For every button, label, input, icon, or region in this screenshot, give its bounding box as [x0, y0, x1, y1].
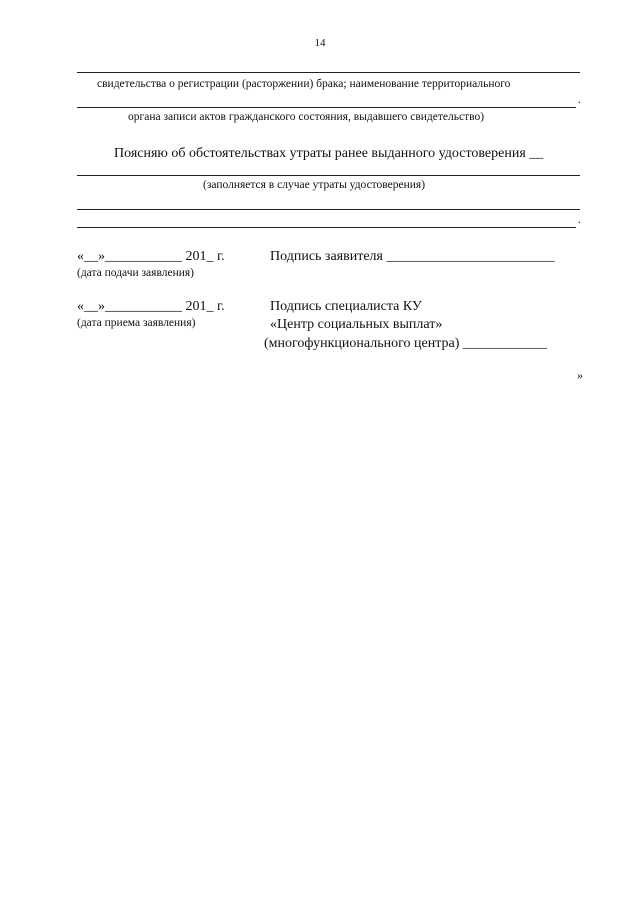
rule-line: [77, 72, 580, 73]
line-end-period: .: [578, 94, 581, 106]
certificate-caption: свидетельства о регистрации (расторжении) брака; наименование территориального: [97, 78, 511, 90]
rule-line: [77, 209, 580, 210]
explanation-text: Поясняю об обстоятельствах утраты ранее выданного удостоверения __: [114, 146, 544, 161]
specialist-signature-line-1: Подпись специалиста КУ: [270, 299, 422, 314]
specialist-signature-line-3: (многофункционального центра) ____________: [264, 336, 547, 351]
applicant-date: «__»___________ 201_ г.: [77, 249, 225, 264]
specialist-signature-line-2: «Центр социальных выплат»: [270, 317, 443, 332]
page-number: 14: [314, 37, 326, 49]
specialist-date-caption: (дата приема заявления): [77, 317, 196, 329]
applicant-date-caption: (дата подачи заявления): [77, 267, 194, 279]
line-end-period: .: [578, 214, 581, 226]
registry-caption: органа записи актов гражданского состояния, выдавшего свидетельство): [128, 111, 485, 123]
rule-line: [77, 227, 576, 228]
specialist-date: «__»___________ 201_ г.: [77, 299, 225, 314]
applicant-signature: Подпись заявителя ________________________: [270, 249, 555, 264]
rule-line: [77, 175, 580, 176]
closing-quote: »: [577, 368, 583, 382]
rule-line: [77, 107, 576, 108]
explanation-caption: (заполняется в случае утраты удостоверения): [203, 179, 426, 191]
